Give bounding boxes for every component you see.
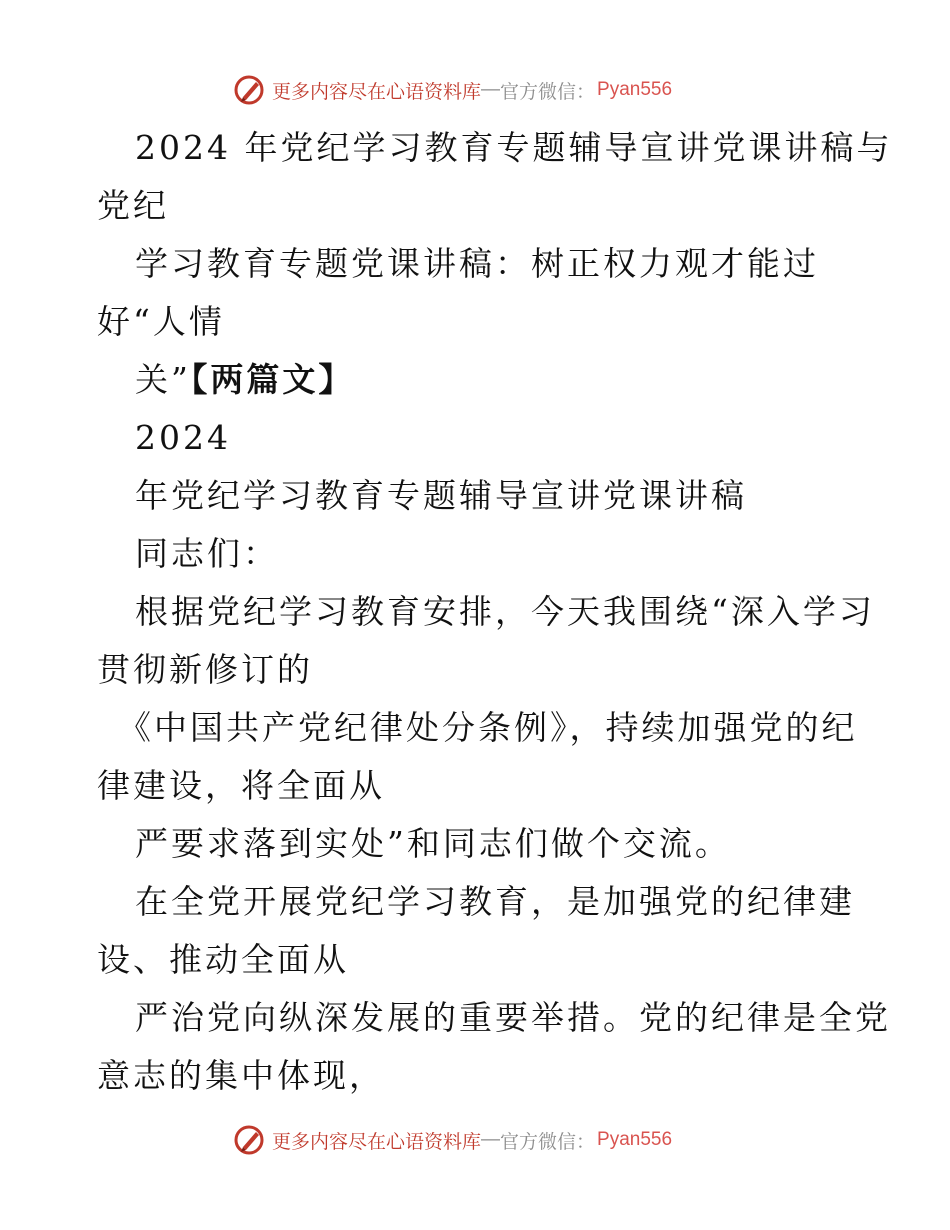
watermark-wechat-id: Pyan556 (597, 1129, 673, 1150)
watermark-wechat-id: Pyan556 (597, 79, 673, 100)
paragraph-line: 意志的集中体现， (97, 1056, 385, 1095)
paragraph-line: 严要求落到实处”和同志们做个交流。 (135, 824, 731, 863)
watermark-text: 更多内容尽在心语资料库 (272, 81, 482, 103)
salutation: 同志们： (135, 534, 279, 573)
subtitle-line: 年党纪学习教育专题辅导宣讲党课讲稿 (135, 476, 747, 515)
watermark-banner-bottom (232, 1120, 752, 1160)
watermark-wechat-label: 官方微信： (500, 81, 596, 103)
title-line-1: 2024 年党纪学习教育专题辅导宣讲党课讲稿与 (135, 128, 893, 167)
paragraph-line: 贯彻新修订的 (97, 650, 313, 689)
title-line-5 (135, 360, 354, 400)
watermark-text: 更多内容尽在心语资料库 (272, 1131, 482, 1153)
title-line-2: 党纪 (97, 186, 169, 225)
subtitle-year: 2024 (135, 418, 231, 457)
title-line-4: 好“人情 (97, 302, 225, 341)
title-line-5-bracket: 【两篇文】 (190, 360, 355, 399)
watermark-wechat-label: 官方微信： (500, 1131, 596, 1153)
paragraph-line: 律建设，将全面从 (97, 766, 385, 805)
paragraph-line: 严治党向纵深发展的重要举措。党的纪律是全党 (135, 998, 891, 1037)
paragraph-line: 在全党开展党纪学习教育，是加强党的纪律建 (135, 882, 855, 921)
paragraph-line: 根据党纪学习教育安排，今天我围绕“深入学习 (135, 592, 875, 631)
watermark-banner-top (232, 70, 752, 110)
watermark-dash: — (481, 1129, 501, 1150)
title-line-5-text: 关” (135, 360, 191, 399)
paragraph-line: 设、推动全面从 (97, 940, 349, 979)
pen-logo-icon (232, 1123, 266, 1157)
pen-logo-icon (232, 73, 266, 107)
paragraph-line: 《中国共产党纪律处分条例》，持续加强党的纪 (118, 708, 858, 747)
watermark-dash: — (481, 79, 501, 100)
title-line-3: 学习教育专题党课讲稿：树正权力观才能过 (135, 244, 819, 283)
